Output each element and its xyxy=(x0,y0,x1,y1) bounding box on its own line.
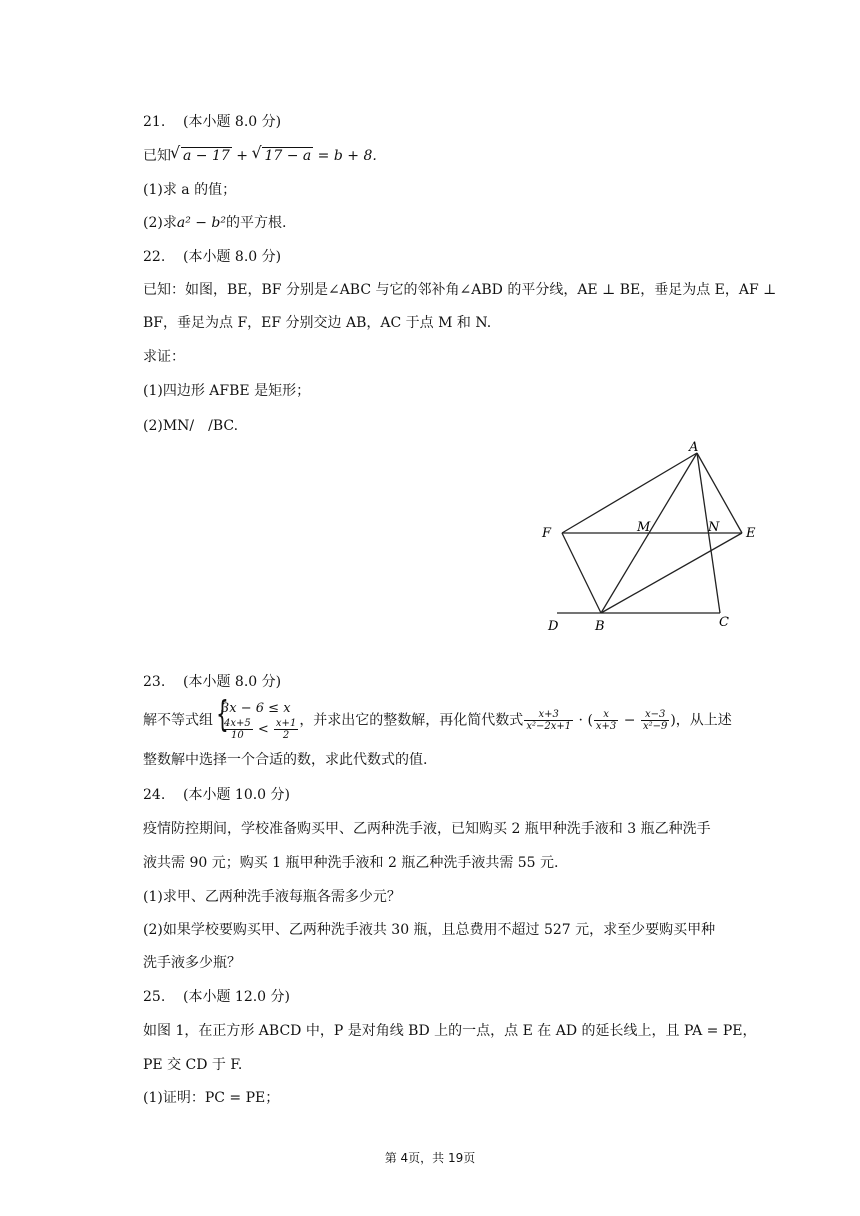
q23-tag: (本小题 8.0 分) xyxy=(183,674,282,690)
q21-part2: (2)求a² − b²的平方根. xyxy=(143,215,287,231)
q21-radical-2: √ 17 − a xyxy=(252,146,313,166)
label-F: F xyxy=(542,526,552,541)
q23-frac3: $\frac{x-3}{\text{x²−9}}$ xyxy=(642,709,668,732)
q21-plus: + xyxy=(231,148,253,164)
q25-tag: (本小题 12.0 分) xyxy=(183,989,290,1005)
q21-intro: 已知 xyxy=(143,148,171,164)
label-A: A xyxy=(689,440,699,455)
q25-number: 25. xyxy=(143,989,166,1005)
q22-geometry-figure xyxy=(530,436,770,636)
label-N: N xyxy=(708,520,720,535)
q23-ineq1: 3x − 6 ≤ x xyxy=(221,701,291,716)
q23-inequality-system: { 3x − 6 ≤ x $\frac{4x+5}{10}$ < $\frac{x+1}{2}$ xyxy=(213,700,299,741)
q22-part1: (1)四边形 AFBE 是矩形； xyxy=(143,383,311,399)
q21-tag: (本小题 8.0 分) xyxy=(183,114,282,130)
q24-part1: (1)求甲、乙两种洗手液每瓶各需多少元？ xyxy=(143,889,401,905)
q22-line1: 已知：如图，BE，BF 分别是∠ABC 与它的邻补角∠ABD 的平分线，AE ⊥ BE，垂足为点 E，AF ⊥ xyxy=(143,282,777,298)
line-BE xyxy=(601,533,742,613)
q23-frac1: $\frac{x+3}{\text{x²−2x+1}}$ xyxy=(526,709,572,732)
q23-number: 23. xyxy=(143,674,166,690)
q21-header xyxy=(143,112,281,132)
q23-frac2: $\frac{x}{x+3}$ xyxy=(595,709,617,732)
q21-statement xyxy=(143,146,377,166)
q25-part1: (1)证明：PC = PE； xyxy=(143,1090,280,1106)
q23-statement: 解不等式组 { 3x − 6 ≤ x $\frac{4x+5}{10}$ < $\frac{x+1}{2}$ ，并求出它的整数解，再化简代数式 $\frac{x+3}{\text{x²−2x+1}}$ · ( $\frac{x}{x+3}$ − $\frac{x-3}{\text{x²−9}}$ )，从上述 xyxy=(143,694,732,741)
q21-part1: (1)求 a 的值； xyxy=(143,182,237,198)
label-M: M xyxy=(637,520,651,535)
page-footer: 第 4页，共 19页 xyxy=(384,1151,476,1165)
q24-number: 24. xyxy=(143,787,166,803)
line-AE xyxy=(697,453,742,533)
q24-part2b: 洗手液多少瓶？ xyxy=(143,955,241,971)
label-B: B xyxy=(595,619,605,634)
q21-radical-1: √ a − 17 xyxy=(171,146,232,166)
q22-prove: 求证： xyxy=(143,349,185,365)
q21-expr: a² − b² xyxy=(176,215,227,231)
q22-line2: BF，垂足为点 F，EF 分别交边 AB，AC 于点 M 和 N. xyxy=(143,315,492,331)
label-D: D xyxy=(548,619,559,634)
label-C: C xyxy=(719,615,729,630)
q25-line2: PE 交 CD 于 F. xyxy=(143,1057,243,1073)
q24-header xyxy=(143,785,290,805)
q24-part2a: (2)如果学校要购买甲、乙两种洗手液共 30 瓶，且总费用不超过 527 元，求至少要购买甲种 xyxy=(143,922,716,938)
line-FB xyxy=(562,533,601,613)
q21-number: 21. xyxy=(143,114,166,130)
line-FA xyxy=(562,453,697,533)
q22-number: 22. xyxy=(143,249,166,265)
q21-rhs: = b + 8. xyxy=(313,148,377,164)
q25-line1: 如图 1，在正方形 ABCD 中，P 是对角线 BD 上的一点，点 E 在 AD 的延长线上，且 PA = PE， xyxy=(143,1023,757,1039)
q22-part2: (2)MN/ /BC. xyxy=(143,418,239,434)
q24-line1: 疫情防控期间，学校准备购买甲、乙两种洗手液，已知购买 2 瓶甲种洗手液和 3 瓶乙种洗手 xyxy=(143,821,711,837)
q23-header xyxy=(143,672,281,692)
q22-tag: (本小题 8.0 分) xyxy=(183,249,282,265)
q24-line2: 液共需 90 元；购买 1 瓶甲种洗手液和 2 瓶乙种洗手液共需 55 元. xyxy=(143,855,559,871)
q22-header xyxy=(143,247,281,267)
q23-pre: 解不等式组 xyxy=(143,712,213,729)
q24-tag: (本小题 10.0 分) xyxy=(183,787,290,803)
label-E: E xyxy=(746,526,756,541)
q25-header xyxy=(143,987,290,1007)
q23-line2: 整数解中选择一个合适的数，求此代数式的值. xyxy=(143,752,428,768)
q23-mid: ，并求出它的整数解，再化简代数式 xyxy=(299,712,524,729)
